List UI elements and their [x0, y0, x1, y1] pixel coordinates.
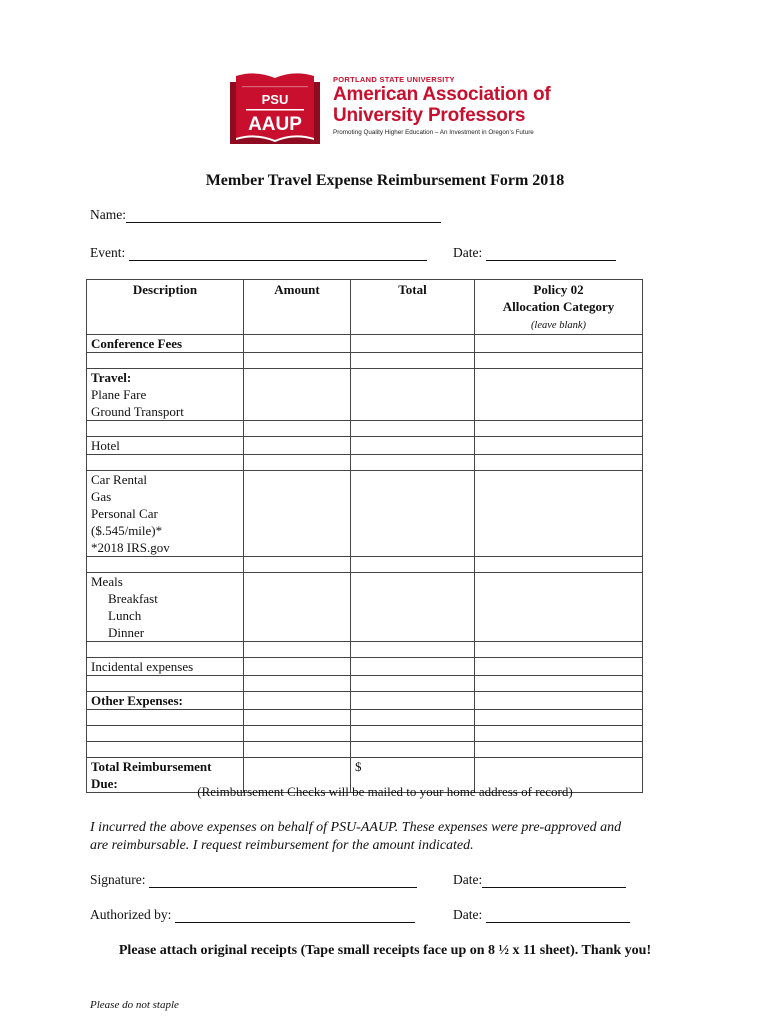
footer-note: Please do not staple — [90, 999, 179, 1011]
travel-heading: Travel: — [91, 370, 132, 385]
event-row — [90, 245, 427, 261]
amount-cell[interactable] — [244, 421, 351, 437]
category-cell[interactable] — [475, 742, 643, 758]
table-row — [87, 710, 643, 726]
attach-receipts-note: Please attach original receipts (Tape small receipts face up on 8 ½ x 11 sheet). Thank you! — [118, 943, 652, 958]
category-cell[interactable] — [475, 726, 643, 742]
total-cell[interactable] — [351, 573, 475, 642]
category-cell[interactable] — [475, 437, 643, 455]
amount-cell[interactable] — [244, 557, 351, 573]
table-row — [87, 658, 643, 676]
category-cell[interactable] — [475, 353, 643, 369]
amount-cell[interactable] — [244, 437, 351, 455]
mileage-rate-label: ($.545/mile)* — [91, 523, 163, 538]
authorized-field[interactable] — [175, 908, 415, 923]
row-label-other-expenses: Other Expenses: — [87, 692, 244, 710]
policy-line2: Allocation Category — [502, 299, 615, 314]
total-cell[interactable] — [351, 658, 475, 676]
policy-line1: Policy 02 — [533, 282, 584, 297]
logo-tagline: Promoting Quality Higher Education – An Investment in Oregon’s Future — [333, 129, 534, 136]
total-cell[interactable] — [351, 676, 475, 692]
category-cell[interactable] — [475, 710, 643, 726]
row-label-meals-group — [87, 573, 244, 642]
logo-org-line1: American Association of — [333, 84, 551, 105]
dinner-label: Dinner — [108, 625, 145, 640]
col-header-amount: Amount — [244, 280, 351, 335]
category-cell[interactable] — [475, 642, 643, 658]
table-row — [87, 642, 643, 658]
table-row — [87, 692, 643, 710]
expense-table — [86, 279, 643, 793]
authorized-label: Authorized by: — [90, 907, 175, 922]
col-header-policy — [475, 280, 643, 335]
ground-transport-label: Ground Transport — [91, 404, 184, 419]
table-row — [87, 573, 643, 642]
total-cell[interactable] — [351, 710, 475, 726]
logo-abbr-top: PSU — [261, 92, 289, 107]
breakfast-label: Breakfast — [108, 591, 158, 606]
table-row — [87, 676, 643, 692]
signature-field[interactable] — [149, 873, 417, 888]
category-cell[interactable] — [475, 658, 643, 676]
category-cell[interactable] — [475, 557, 643, 573]
logo-org-line2: University Professors — [333, 105, 526, 126]
amount-cell[interactable] — [244, 692, 351, 710]
total-cell[interactable] — [351, 421, 475, 437]
check-mail-note: (Reimbursement Checks will be mailed to your home address of record) — [197, 784, 573, 799]
table-row — [87, 471, 643, 557]
table-row — [87, 742, 643, 758]
amount-cell[interactable] — [244, 710, 351, 726]
amount-cell[interactable] — [244, 369, 351, 421]
total-cell[interactable] — [351, 471, 475, 557]
total-cell[interactable] — [351, 642, 475, 658]
category-cell[interactable] — [475, 471, 643, 557]
row-label-vehicle-group — [87, 471, 244, 557]
table-row — [87, 455, 643, 471]
date-field[interactable] — [486, 246, 616, 261]
col-header-description: Description — [87, 280, 244, 335]
amount-cell[interactable] — [244, 742, 351, 758]
event-label: Event: — [90, 245, 129, 260]
total-cell[interactable] — [351, 353, 475, 369]
form-title: Member Travel Expense Reimbursement Form 2018 — [205, 172, 565, 189]
statement-line1: I incurred the above expenses on behalf of PSU-AAUP. These expenses were pre-approved and — [90, 820, 622, 835]
event-field[interactable] — [129, 246, 427, 261]
policy-note: (leave blank) — [530, 320, 587, 331]
category-cell[interactable] — [475, 573, 643, 642]
gas-label: Gas — [91, 489, 112, 504]
total-cell[interactable] — [351, 692, 475, 710]
signature-row — [90, 872, 417, 888]
category-cell[interactable] — [475, 369, 643, 421]
table-row — [87, 726, 643, 742]
total-label-line2: Due: — [91, 776, 118, 791]
total-cell[interactable] — [351, 726, 475, 742]
name-row — [90, 207, 441, 223]
category-cell[interactable] — [475, 335, 643, 353]
personal-car-label: Personal Car — [91, 506, 158, 521]
irs-note-label: *2018 IRS.gov — [91, 540, 170, 555]
table-row — [87, 421, 643, 437]
row-label-hotel: Hotel — [87, 437, 244, 455]
name-label: Name: — [90, 207, 126, 222]
amount-cell[interactable] — [244, 676, 351, 692]
category-cell[interactable] — [475, 421, 643, 437]
authorized-date-label: Date: — [453, 907, 486, 922]
amount-cell[interactable] — [244, 573, 351, 642]
table-row — [87, 335, 643, 353]
total-cell[interactable] — [351, 742, 475, 758]
row-label-incidental: Incidental expenses — [87, 658, 244, 676]
date-label: Date: — [453, 245, 486, 260]
table-row — [87, 557, 643, 573]
reimbursement-statement — [90, 819, 621, 855]
meals-label: Meals — [91, 574, 123, 589]
total-cell[interactable] — [351, 557, 475, 573]
row-label-travel-group — [87, 369, 244, 421]
row-label-conference-fees: Conference Fees — [87, 335, 244, 353]
logo-university: PORTLAND STATE UNIVERSITY — [333, 75, 455, 84]
signature-date-field[interactable] — [482, 873, 626, 888]
plane-fare-label: Plane Fare — [91, 387, 147, 402]
total-cell[interactable] — [351, 369, 475, 421]
category-cell[interactable] — [475, 676, 643, 692]
currency-sign: $ — [355, 759, 362, 774]
date-row — [453, 245, 616, 261]
amount-cell[interactable] — [244, 353, 351, 369]
category-cell[interactable] — [475, 692, 643, 710]
signature-label: Signature: — [90, 872, 149, 887]
table-row — [87, 353, 643, 369]
authorized-row — [90, 907, 415, 923]
authorized-date-field[interactable] — [486, 908, 630, 923]
car-rental-label: Car Rental — [91, 472, 147, 487]
amount-cell[interactable] — [244, 658, 351, 676]
statement-line2: are reimbursable. I request reimbursement for the amount indicated. — [90, 838, 474, 853]
total-cell[interactable] — [351, 437, 475, 455]
signature-date-label: Date: — [453, 872, 483, 887]
table-row — [87, 369, 643, 421]
table-header-row — [87, 280, 643, 335]
authorized-date-row — [453, 907, 630, 923]
amount-cell[interactable] — [244, 455, 351, 471]
lunch-label: Lunch — [108, 608, 142, 623]
total-label-line1: Total Reimbursement — [91, 759, 212, 774]
amount-cell[interactable] — [244, 642, 351, 658]
book-logo-icon — [226, 70, 324, 146]
table-row — [87, 437, 643, 455]
psu-aaup-logo — [226, 70, 556, 146]
total-cell[interactable] — [351, 335, 475, 353]
name-field[interactable] — [126, 208, 441, 223]
col-header-total: Total — [351, 280, 475, 335]
total-cell[interactable] — [351, 455, 475, 471]
logo-abbr-bottom: AAUP — [248, 114, 302, 135]
logo-wordmark — [333, 75, 550, 136]
amount-cell[interactable] — [244, 726, 351, 742]
signature-date-row — [453, 872, 626, 888]
category-cell[interactable] — [475, 455, 643, 471]
amount-cell[interactable] — [244, 471, 351, 557]
amount-cell[interactable] — [244, 335, 351, 353]
